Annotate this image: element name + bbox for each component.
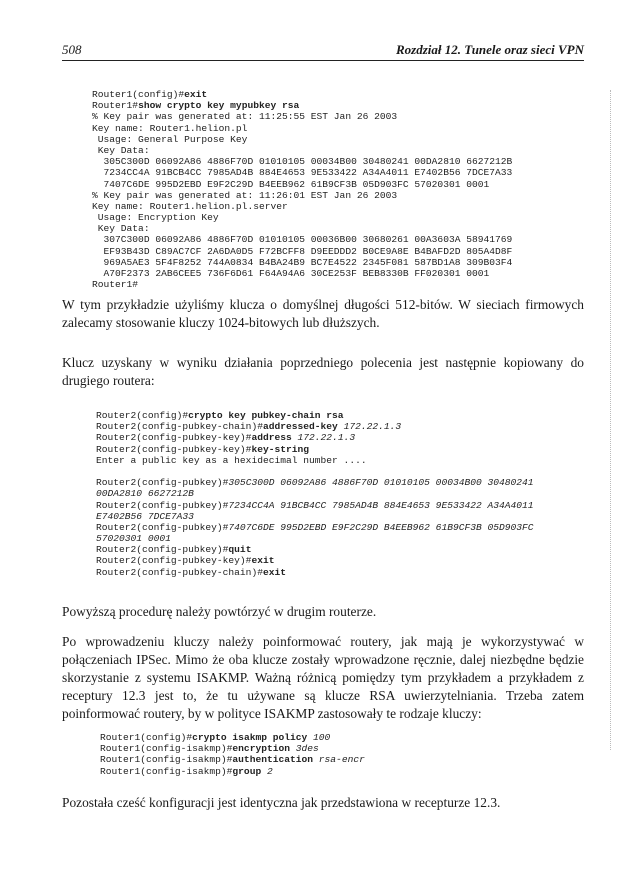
paragraph-repeat-procedure: Powyższą procedurę należy powtórzyć w drugim routerze. (62, 604, 377, 619)
paragraph-rest-config: Pozostała cześć konfiguracji jest identyczna jak przedstawiona w recepturze 12.3. (62, 795, 501, 810)
code-line (96, 533, 534, 544)
code-line (92, 179, 512, 190)
code-line (92, 111, 512, 122)
code-prompt: Key Data: (92, 223, 150, 235)
code-argument: 00DA2810 6627212B (96, 488, 194, 500)
code-prompt: Router2(config-pubkey-chain)# (96, 566, 263, 578)
code-line (92, 123, 512, 134)
code-prompt: A70F2373 2AB6CEE5 736F6D61 F64A94A6 30CE253F BEB8330B FF020301 0001 (92, 268, 490, 279)
code-argument: 57020301 0001 (96, 533, 171, 545)
code-prompt: Router1# (92, 100, 139, 112)
code-prompt: Usage: Encryption Key (92, 212, 219, 224)
page-number: 508 (62, 42, 82, 57)
code-prompt: Key name: Router1.helion.pl (92, 122, 248, 134)
code-prompt: Router2(config-pubkey-key)# (96, 443, 252, 455)
code-argument: 172.22.1.3 (291, 432, 356, 444)
code-prompt: Router1# (92, 279, 139, 291)
code-prompt: Router1(config-isakmp)# (100, 743, 233, 755)
code-line (96, 410, 534, 421)
code-block-show-mypubkey (92, 89, 512, 290)
code-prompt: Router1(config)# (100, 732, 193, 743)
chapter-title: Rozdział 12. Tunele oraz sieci VPN (395, 42, 584, 57)
code-prompt: 969A5AE3 5F4F8252 744A0834 B4BA24B9 BC7E4522 2345F081 587BD1A8 309B03F4 (92, 256, 513, 268)
code-line (92, 268, 512, 279)
code-line (92, 89, 512, 100)
code-command: crypto isakmp policy (192, 732, 308, 743)
code-prompt: % Key pair was generated at: 11:25:55 EST Jan 26 2003 (92, 111, 398, 123)
code-line (92, 190, 512, 201)
code-prompt: Router2(config-pubkey-chain)# (96, 421, 263, 433)
code-argument: 7234CC4A 91BCB4CC 7985AD4B 884E4653 9E533422 A34A4011 (228, 499, 534, 511)
code-line (92, 145, 512, 156)
code-command: addressed-key (262, 421, 338, 433)
code-prompt: Router2(config-pubkey)# (96, 544, 229, 556)
code-prompt: % Key pair was generated at: 11:26:01 EST Jan 26 2003 (92, 189, 398, 201)
code-line (96, 567, 534, 578)
code-line (96, 544, 534, 555)
code-command: key-string (251, 443, 310, 455)
code-line (96, 421, 534, 432)
code-block-pubkey-chain (96, 410, 534, 578)
code-prompt: Key name: Router1.helion.pl.server (92, 200, 288, 212)
code-prompt: Router2(config-pubkey)# (96, 521, 229, 533)
code-line (92, 100, 512, 111)
code-prompt: Key Data: (92, 144, 150, 156)
code-command: show crypto key mypubkey rsa (138, 100, 300, 112)
code-prompt: Router2(config-pubkey-key)# (96, 432, 252, 444)
code-prompt: 305C300D 06092A86 4886F70D 01010105 00034B00 30480241 00DA2810 6627212B (92, 156, 513, 168)
code-line (92, 234, 512, 245)
code-argument: 305C300D 06092A86 4886F70D 01010105 00034B00 30480241 (228, 477, 534, 489)
code-prompt: 7234CC4A 91BCB4CC 7985AD4B 884E4653 9E533422 A34A4011 E7402B56 7DCE7A33 (92, 167, 513, 179)
code-command: exit (262, 566, 286, 578)
code-line (100, 732, 365, 743)
code-line (92, 212, 512, 223)
code-argument: 100 (307, 732, 331, 743)
code-command: exit (184, 89, 208, 100)
code-command: address (251, 432, 292, 444)
code-line (96, 477, 534, 488)
paragraph-copy-key: Klucz uzyskany w wyniku działania poprzedniego polecenia jest następnie kopiowany do drugiego routera: (62, 355, 584, 388)
code-line (100, 754, 365, 765)
code-prompt: 307C300D 06092A86 4886F70D 01010105 00036B00 30680261 00A3603A 58941769 (92, 234, 513, 246)
code-line (96, 488, 534, 499)
code-line (96, 511, 534, 522)
code-command: encryption (232, 743, 290, 755)
code-argument: rsa-encr (313, 754, 365, 766)
paragraph-key-length: W tym przykładzie użyliśmy klucza o domyślnej długości 512-bitów. W sieciach firmowych zalecamy stosowanie kluczy 1024-bitowych lub dłuższych. (62, 297, 584, 330)
code-argument: E7402B56 7DCE7A33 (96, 510, 194, 522)
code-line (96, 466, 534, 477)
code-prompt: Router1(config-isakmp)# (100, 765, 233, 777)
code-line (100, 743, 365, 754)
margin-scan-artifact (610, 90, 612, 750)
code-command: crypto key pubkey-chain rsa (188, 410, 344, 421)
code-line (92, 167, 512, 178)
code-prompt: Usage: General Purpose Key (92, 133, 248, 145)
code-command: exit (251, 555, 275, 567)
code-argument: 172.22.1.3 (337, 421, 402, 433)
code-line (96, 432, 534, 443)
code-prompt: Router2(config)# (96, 410, 189, 421)
running-header (62, 40, 584, 61)
code-line (92, 201, 512, 212)
code-command: quit (228, 544, 252, 556)
code-prompt: Router2(config-pubkey-key)# (96, 555, 252, 567)
code-line (96, 500, 534, 511)
code-line (92, 156, 512, 167)
code-line (96, 444, 534, 455)
code-line (92, 246, 512, 257)
code-line (96, 455, 534, 466)
code-argument: 7407C6DE 995D2EBD E9F2C29D B4EEB962 61B9CF3B 05D903FC (228, 521, 534, 533)
code-prompt: Router2(config-pubkey)# (96, 477, 229, 489)
code-argument: 3des (290, 743, 319, 755)
code-command: group (232, 765, 262, 777)
code-line (92, 223, 512, 234)
code-line (92, 134, 512, 145)
code-line (100, 766, 365, 777)
code-line (92, 257, 512, 268)
code-line (92, 279, 512, 290)
code-prompt: Router2(config-pubkey)# (96, 499, 229, 511)
code-argument: 2 (261, 765, 273, 777)
code-command: authentication (232, 754, 314, 766)
code-prompt: EF93B43D C89AC7CF 2A6DA0D5 F72BCFF8 D9EEDDD2 B0CE9A8E B4BAFD2D 805A4D8F (92, 245, 513, 257)
code-prompt: Router1(config)# (92, 89, 185, 100)
code-block-isakmp-policy (100, 732, 365, 777)
code-line (96, 555, 534, 566)
code-line (96, 522, 534, 533)
code-prompt: 7407C6DE 995D2EBD E9F2C29D B4EEB962 61B9CF3B 05D903FC 57020301 0001 (92, 178, 490, 190)
code-prompt: Enter a public key as a hexidecimal number .... (96, 454, 367, 466)
code-prompt: Router1(config-isakmp)# (100, 754, 233, 766)
paragraph-isakmp-info: Po wprowadzeniu kluczy należy poinformować routery, jak mają je wykorzystywać w połączeniach IPSec. Mimo że oba klucze zostały wprowadzone ręcznie, dalej niezbędne będzie skorzystanie z systemu ISAKMP. Ważną różnicą pomiędzy tym przykładem a przykładem z receptury 12.3 jest to, że tu używane są klucze RSA uwierzytelniania. Trzeba zatem poinformować routery, by w polityce ISAKMP zastosowały te rodzaje kluczy: (62, 634, 584, 721)
